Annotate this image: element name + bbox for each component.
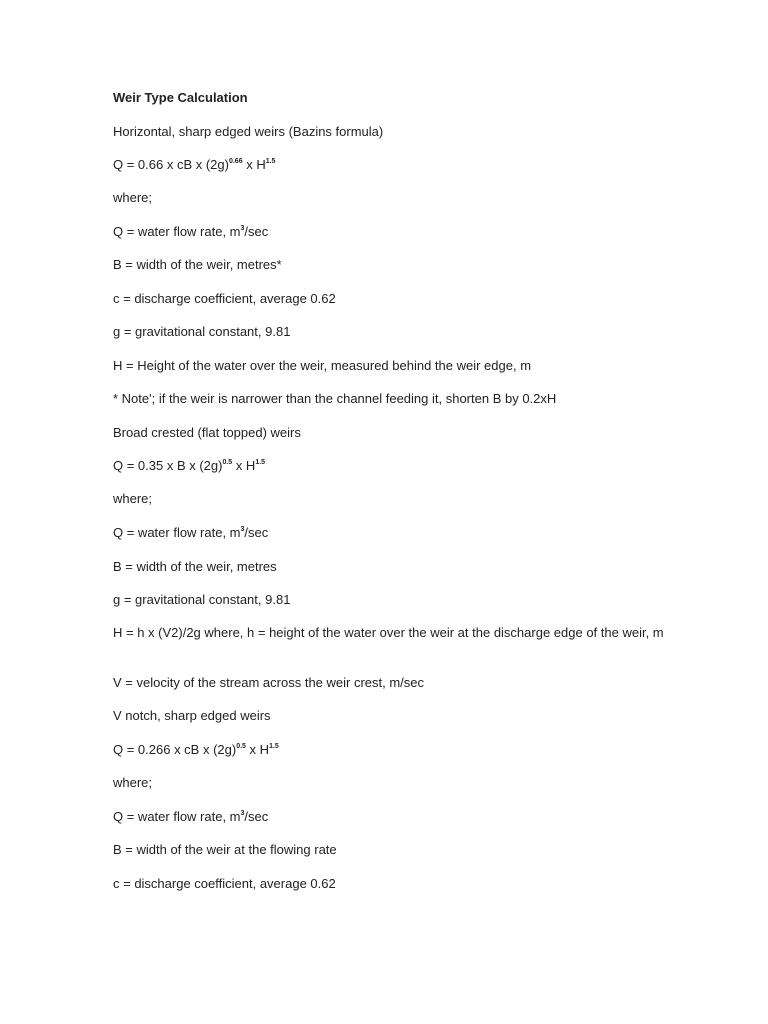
- definition-v: V = velocity of the stream across the weir crest, m/sec: [113, 675, 425, 690]
- formula-exponent: 1.5: [269, 742, 279, 750]
- formula-exponent: 0.66: [228, 157, 243, 165]
- section-heading-broad-crested: Broad crested (flat topped) weirs: [113, 425, 301, 440]
- formula-exponent: 1.5: [265, 157, 276, 165]
- formula-part: x H: [245, 742, 270, 757]
- formula-v-notch: [113, 742, 673, 758]
- definition-text: Q = water flow rate, m: [113, 809, 241, 824]
- definition-h: H = Height of the water over the weir, measured behind the weir edge, m: [113, 358, 532, 373]
- unit-exponent: 3: [240, 525, 245, 533]
- formula-part: Q = 0.266 x cB x (2g): [113, 742, 237, 757]
- definition-text: /sec: [244, 525, 269, 540]
- definition-c: c = discharge coefficient, average 0.62: [113, 876, 336, 891]
- section-heading-horizontal: Horizontal, sharp edged weirs (Bazins formula): [113, 124, 384, 139]
- where-label: where;: [113, 775, 153, 790]
- where-label: where;: [113, 491, 153, 506]
- formula-part: Q = 0.66 x cB x (2g): [113, 157, 229, 172]
- formula-broad-crested: [113, 458, 673, 474]
- formula-exponent: 0.5: [222, 458, 233, 466]
- note-text: * Note'; if the weir is narrower than the channel feeding it, shorten B by 0.2xH: [113, 391, 557, 406]
- definition-b: B = width of the weir, metres: [113, 559, 277, 574]
- unit-exponent: 3: [240, 224, 245, 232]
- formula-horizontal: [113, 157, 673, 173]
- formula-exponent: 0.5: [236, 742, 246, 750]
- formula-part: x H: [232, 458, 256, 473]
- definition-text: Q = water flow rate, m: [113, 525, 241, 540]
- formula-part: x H: [242, 157, 266, 172]
- where-label: where;: [113, 190, 153, 205]
- unit-exponent: 3: [240, 809, 245, 817]
- definition-g: g = gravitational constant, 9.81: [113, 592, 291, 607]
- formula-exponent: 1.5: [255, 458, 266, 466]
- definition-c: c = discharge coefficient, average 0.62: [113, 291, 336, 306]
- formula-part: Q = 0.35 x B x (2g): [113, 458, 223, 473]
- definition-g: g = gravitational constant, 9.81: [113, 324, 291, 339]
- definition-q: [113, 224, 673, 240]
- definition-q: [113, 525, 673, 541]
- section-heading-v-notch: V notch, sharp edged weirs: [113, 708, 271, 723]
- definition-text: Q = water flow rate, m: [113, 224, 241, 239]
- definition-h: H = h x (V2)/2g where, h = height of the water over the weir at the discharge edge of the weir, m: [113, 625, 664, 640]
- page-title: Weir Type Calculation: [113, 90, 248, 105]
- definition-b: B = width of the weir, metres*: [113, 257, 282, 272]
- definition-q: [113, 809, 673, 825]
- definition-text: /sec: [244, 809, 269, 824]
- definition-text: /sec: [244, 224, 269, 239]
- definition-b: B = width of the weir at the flowing rate: [113, 842, 337, 857]
